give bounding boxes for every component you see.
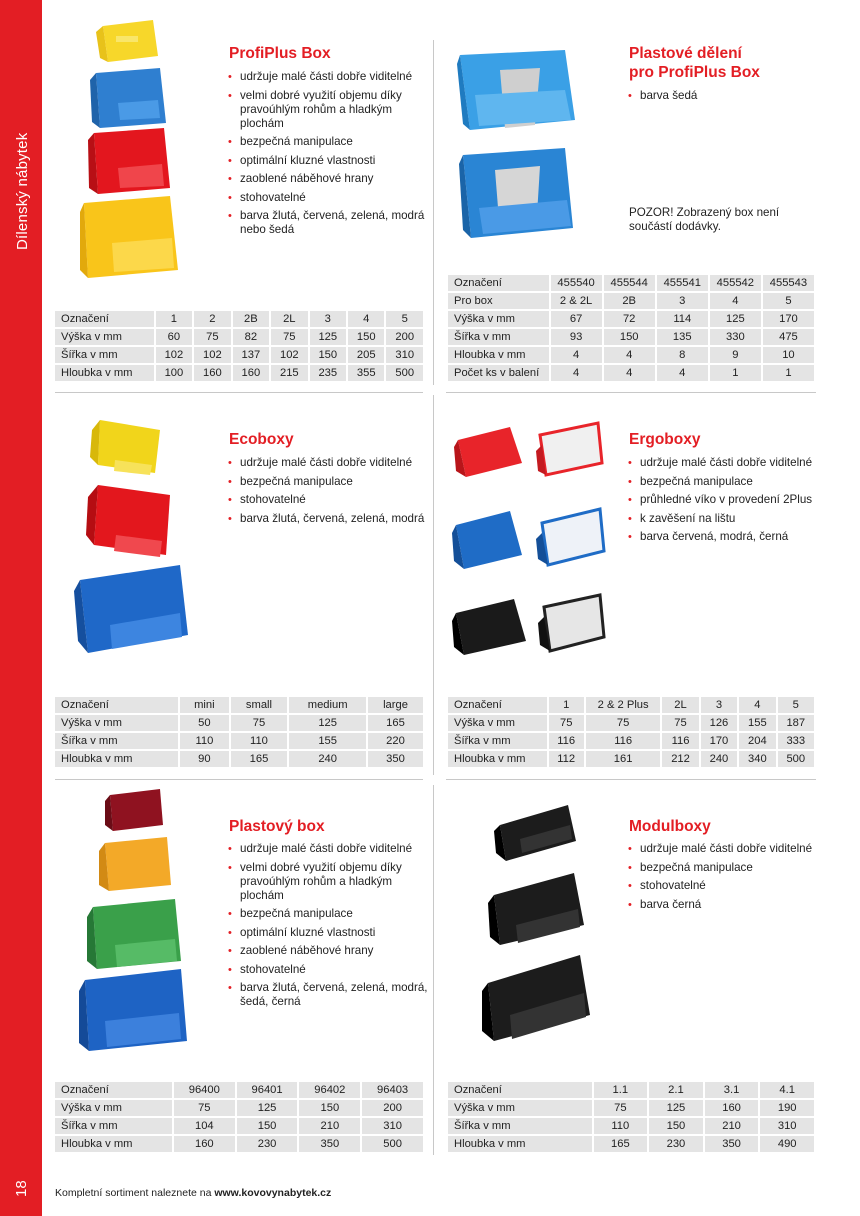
table-row-label: Označení [447, 1081, 593, 1099]
table-cell: 210 [298, 1117, 361, 1135]
feature-item: • barva žlutá, červená, zelená, modrá, šedá, černá [228, 981, 428, 1009]
table-row [447, 310, 815, 328]
table-cell: 4 [550, 346, 603, 364]
table-cell: mini [179, 696, 230, 714]
table-row [447, 714, 815, 732]
table-row [54, 1135, 424, 1153]
table-cell: 112 [548, 750, 585, 768]
table-row-label: Šířka v mm [447, 732, 548, 750]
table-cell: 110 [593, 1117, 649, 1135]
table-cell: 455542 [709, 274, 762, 292]
table-cell: 455540 [550, 274, 603, 292]
table-cell: 104 [173, 1117, 236, 1135]
table-cell: 116 [661, 732, 699, 750]
feature-item: • stohovatelné [228, 493, 428, 507]
table-cell: 170 [700, 732, 738, 750]
table-cell: 75 [585, 714, 661, 732]
ecoboxy-features [228, 456, 428, 530]
table-row [447, 364, 815, 382]
table-cell: 135 [656, 328, 709, 346]
table-row-label: Výška v mm [54, 714, 179, 732]
table-row [54, 346, 424, 364]
table-cell: 90 [179, 750, 230, 768]
table-row [54, 1099, 424, 1117]
table-cell: 500 [385, 364, 424, 382]
table-row [54, 696, 424, 714]
table-row [447, 1117, 815, 1135]
table-row-label: Výška v mm [447, 714, 548, 732]
table-cell: medium [288, 696, 367, 714]
table-row-label: Šířka v mm [54, 732, 179, 750]
table-cell: 455543 [762, 274, 815, 292]
table-row-label: Výška v mm [54, 328, 155, 346]
horizontal-divider [55, 392, 423, 393]
table-cell: 126 [700, 714, 738, 732]
table-cell: 137 [232, 346, 270, 364]
table-row [447, 750, 815, 768]
table-row-label: Hloubka v mm [447, 750, 548, 768]
table-cell: 125 [709, 310, 762, 328]
feature-item: • udržuje malé části dobře viditelné [228, 456, 428, 470]
table-row-label: Označení [54, 1081, 173, 1099]
plastovy-box-image [75, 785, 190, 1055]
table-row-label: Pro box [447, 292, 550, 310]
table-cell: 230 [648, 1135, 704, 1153]
table-row [54, 714, 424, 732]
table-cell: 4 [709, 292, 762, 310]
table-cell: 475 [762, 328, 815, 346]
table-cell: 96400 [173, 1081, 236, 1099]
table-cell: 330 [709, 328, 762, 346]
table-cell: 5 [762, 292, 815, 310]
feature-item: • velmi dobré využití objemu díky pravoúhlým rohům a hladkým plochám [228, 861, 428, 903]
table-cell: 350 [367, 750, 424, 768]
table-cell: 170 [762, 310, 815, 328]
table-cell: 93 [550, 328, 603, 346]
ergoboxy-spec-table [446, 695, 816, 769]
table-cell: 2B [603, 292, 656, 310]
table-cell: 220 [367, 732, 424, 750]
table-cell: 1 [155, 310, 193, 328]
feature-item: • bezpečná manipulace [628, 475, 828, 489]
feature-item: • udržuje malé části dobře viditelné [228, 70, 428, 84]
table-cell: 205 [347, 346, 385, 364]
table-cell: 2 [193, 310, 231, 328]
table-row-label: Označení [447, 696, 548, 714]
table-cell: 125 [236, 1099, 299, 1117]
table-cell: 2L [661, 696, 699, 714]
table-cell: 350 [704, 1135, 760, 1153]
table-row-label: Hloubka v mm [447, 346, 550, 364]
ergoboxy-title: Ergoboxy [629, 431, 701, 448]
table-cell: 4.1 [759, 1081, 815, 1099]
table-cell: 10 [762, 346, 815, 364]
table-cell: 235 [309, 364, 347, 382]
feature-item: • stohovatelné [628, 879, 828, 893]
table-cell: 150 [603, 328, 656, 346]
table-row-label: Hloubka v mm [54, 750, 179, 768]
table-cell: 150 [236, 1117, 299, 1135]
table-cell: 102 [270, 346, 308, 364]
table-cell: 110 [179, 732, 230, 750]
table-cell: 110 [230, 732, 289, 750]
table-row-label: Hloubka v mm [54, 364, 155, 382]
modulbox-image [480, 795, 595, 1045]
plastovy-title: Plastový box [229, 818, 325, 835]
feature-item: • velmi dobré využití objemu díky pravoúhlým rohům a hladkým plochám [228, 89, 428, 131]
table-cell: 4 [738, 696, 776, 714]
table-cell: 1 [709, 364, 762, 382]
table-row [447, 1099, 815, 1117]
ecoboxy-title: Ecoboxy [229, 431, 294, 448]
table-cell: 215 [270, 364, 308, 382]
table-cell: 161 [585, 750, 661, 768]
page-number-text: 18 [13, 1180, 30, 1197]
vertical-divider [433, 40, 434, 385]
profiplus-box-image [78, 18, 183, 280]
table-cell: 5 [385, 310, 424, 328]
table-cell: 310 [759, 1117, 815, 1135]
footer [55, 1187, 331, 1199]
table-row-label: Výška v mm [54, 1099, 173, 1117]
table-cell: 155 [738, 714, 776, 732]
table-cell: 4 [347, 310, 385, 328]
table-cell: 67 [550, 310, 603, 328]
feature-item: • stohovatelné [228, 963, 428, 977]
table-row-label: Výška v mm [447, 310, 550, 328]
table-cell: 75 [548, 714, 585, 732]
table-row [447, 292, 815, 310]
deleni-features [628, 89, 818, 108]
table-cell: 75 [230, 714, 289, 732]
feature-item: • bezpečná manipulace [628, 861, 828, 875]
table-row [447, 1135, 815, 1153]
feature-item: • barva černá [628, 898, 828, 912]
feature-item: • bezpečná manipulace [228, 135, 428, 149]
table-row [447, 328, 815, 346]
table-cell: 72 [603, 310, 656, 328]
table-cell: 333 [777, 732, 815, 750]
table-row [54, 1117, 424, 1135]
feature-item: • optimální kluzné vlastnosti [228, 154, 428, 168]
profiplus-title: ProfiPlus Box [229, 45, 331, 62]
table-cell: 160 [232, 364, 270, 382]
feature-item: • udržuje malé části dobře viditelné [628, 456, 828, 470]
table-cell: 350 [298, 1135, 361, 1153]
table-cell: 165 [593, 1135, 649, 1153]
table-row-label: Označení [54, 696, 179, 714]
table-row-label: Šířka v mm [447, 328, 550, 346]
feature-item: • bezpečná manipulace [228, 475, 428, 489]
ecobox-image [70, 415, 195, 655]
table-cell: 190 [759, 1099, 815, 1117]
table-cell: 310 [385, 346, 424, 364]
table-cell: 4 [603, 364, 656, 382]
table-cell: 160 [193, 364, 231, 382]
footer-text: Kompletní sortiment naleznete na [55, 1187, 215, 1199]
table-cell: 75 [193, 328, 231, 346]
table-cell: 150 [309, 346, 347, 364]
deleni-title-line1: Plastové dělení [629, 45, 742, 62]
vertical-divider [433, 785, 434, 1155]
table-cell: 102 [155, 346, 193, 364]
table-cell: large [367, 696, 424, 714]
table-cell: 340 [738, 750, 776, 768]
profiplus-spec-table [53, 309, 425, 383]
profiplus-features [228, 70, 428, 242]
table-cell: small [230, 696, 289, 714]
table-row-label: Výška v mm [447, 1099, 593, 1117]
table-cell: 96403 [361, 1081, 424, 1099]
feature-item: • zaoblené náběhové hrany [228, 172, 428, 186]
table-cell: 96401 [236, 1081, 299, 1099]
table-row-label: Šířka v mm [447, 1117, 593, 1135]
feature-item: • bezpečná manipulace [228, 907, 428, 921]
table-cell: 187 [777, 714, 815, 732]
feature-item: • k zavěšení na lištu [628, 512, 828, 526]
table-cell: 96402 [298, 1081, 361, 1099]
table-row [447, 274, 815, 292]
table-row [447, 346, 815, 364]
table-cell: 210 [704, 1117, 760, 1135]
table-cell: 116 [548, 732, 585, 750]
table-cell: 75 [173, 1099, 236, 1117]
table-cell: 355 [347, 364, 385, 382]
page-number [13, 1175, 33, 1199]
table-row [54, 328, 424, 346]
table-cell: 150 [347, 328, 385, 346]
table-cell: 100 [155, 364, 193, 382]
table-row [447, 732, 815, 750]
table-row [54, 310, 424, 328]
table-cell: 500 [777, 750, 815, 768]
table-cell: 160 [173, 1135, 236, 1153]
table-cell: 2B [232, 310, 270, 328]
table-cell: 230 [236, 1135, 299, 1153]
table-cell: 2 & 2 Plus [585, 696, 661, 714]
table-cell: 114 [656, 310, 709, 328]
modulboxy-title: Modulboxy [629, 818, 711, 835]
modulboxy-spec-table [446, 1080, 816, 1154]
table-cell: 500 [361, 1135, 424, 1153]
table-cell: 240 [288, 750, 367, 768]
table-cell: 75 [593, 1099, 649, 1117]
table-cell: 125 [288, 714, 367, 732]
table-cell: 240 [700, 750, 738, 768]
table-row [54, 750, 424, 768]
table-cell: 9 [709, 346, 762, 364]
footer-link[interactable]: www.kovovynabytek.cz [214, 1187, 332, 1199]
table-cell: 2L [270, 310, 308, 328]
table-cell: 82 [232, 328, 270, 346]
table-row-label: Šířka v mm [54, 1117, 173, 1135]
table-cell: 490 [759, 1135, 815, 1153]
table-cell: 116 [585, 732, 661, 750]
table-row-label: Šířka v mm [54, 346, 155, 364]
modulboxy-features [628, 842, 828, 916]
table-cell: 125 [648, 1099, 704, 1117]
feature-item: • udržuje malé části dobře viditelné [228, 842, 428, 856]
table-cell: 60 [155, 328, 193, 346]
table-cell: 165 [230, 750, 289, 768]
plastovy-spec-table [53, 1080, 425, 1154]
table-cell: 75 [661, 714, 699, 732]
ergobox-image [450, 415, 610, 665]
table-cell: 50 [179, 714, 230, 732]
table-cell: 4 [656, 364, 709, 382]
vertical-divider [433, 395, 434, 775]
table-row [54, 364, 424, 382]
horizontal-divider [446, 779, 816, 780]
section-label [14, 100, 34, 250]
table-cell: 1 [762, 364, 815, 382]
table-cell: 200 [385, 328, 424, 346]
table-cell: 4 [550, 364, 603, 382]
table-row-label: Hloubka v mm [54, 1135, 173, 1153]
table-cell: 4 [603, 346, 656, 364]
feature-item: • barva žlutá, červená, zelená, modrá [228, 512, 428, 526]
table-cell: 455541 [656, 274, 709, 292]
deleni-title-line2: pro ProfiPlus Box [629, 64, 760, 81]
feature-item: • barva červená, modrá, černá [628, 530, 828, 544]
table-cell: 5 [777, 696, 815, 714]
feature-item: • udržuje malé části dobře viditelné [628, 842, 828, 856]
table-row-label: Počet ks v balení [447, 364, 550, 382]
table-cell: 2.1 [648, 1081, 704, 1099]
table-cell: 3 [656, 292, 709, 310]
table-cell: 2 & 2L [550, 292, 603, 310]
divider-insert-image [455, 40, 585, 245]
deleni-spec-table [446, 273, 816, 383]
table-cell: 102 [193, 346, 231, 364]
table-cell: 75 [270, 328, 308, 346]
section-label-text: Dílenský nábytek [14, 132, 31, 250]
table-row [54, 732, 424, 750]
table-cell: 1.1 [593, 1081, 649, 1099]
table-cell: 200 [361, 1099, 424, 1117]
feature-item: • průhledné víko v provedení 2Plus [628, 493, 828, 507]
feature-item: • barva šedá [628, 89, 818, 103]
table-cell: 310 [361, 1117, 424, 1135]
table-cell: 150 [648, 1117, 704, 1135]
table-row [54, 1081, 424, 1099]
feature-item: • optimální kluzné vlastnosti [228, 926, 428, 940]
deleni-note: POZOR! Zobrazený box není součástí dodávky. [629, 206, 780, 233]
table-cell: 1 [548, 696, 585, 714]
table-cell: 160 [704, 1099, 760, 1117]
horizontal-divider [55, 779, 423, 780]
table-row-label: Označení [54, 310, 155, 328]
table-cell: 165 [367, 714, 424, 732]
table-row-label: Označení [447, 274, 550, 292]
table-cell: 3 [700, 696, 738, 714]
table-cell: 3.1 [704, 1081, 760, 1099]
feature-item: • zaoblené náběhové hrany [228, 944, 428, 958]
feature-item: • stohovatelné [228, 191, 428, 205]
table-cell: 155 [288, 732, 367, 750]
feature-item: • barva žlutá, červená, zelená, modrá nebo šedá [228, 209, 428, 237]
table-cell: 150 [298, 1099, 361, 1117]
table-row [447, 1081, 815, 1099]
table-cell: 212 [661, 750, 699, 768]
table-cell: 8 [656, 346, 709, 364]
ergoboxy-features [628, 456, 828, 549]
ecoboxy-spec-table [53, 695, 425, 769]
table-cell: 455544 [603, 274, 656, 292]
table-cell: 125 [309, 328, 347, 346]
table-cell: 204 [738, 732, 776, 750]
table-row [447, 696, 815, 714]
table-cell: 3 [309, 310, 347, 328]
horizontal-divider [446, 392, 816, 393]
table-row-label: Hloubka v mm [447, 1135, 593, 1153]
plastovy-features [228, 842, 428, 1014]
